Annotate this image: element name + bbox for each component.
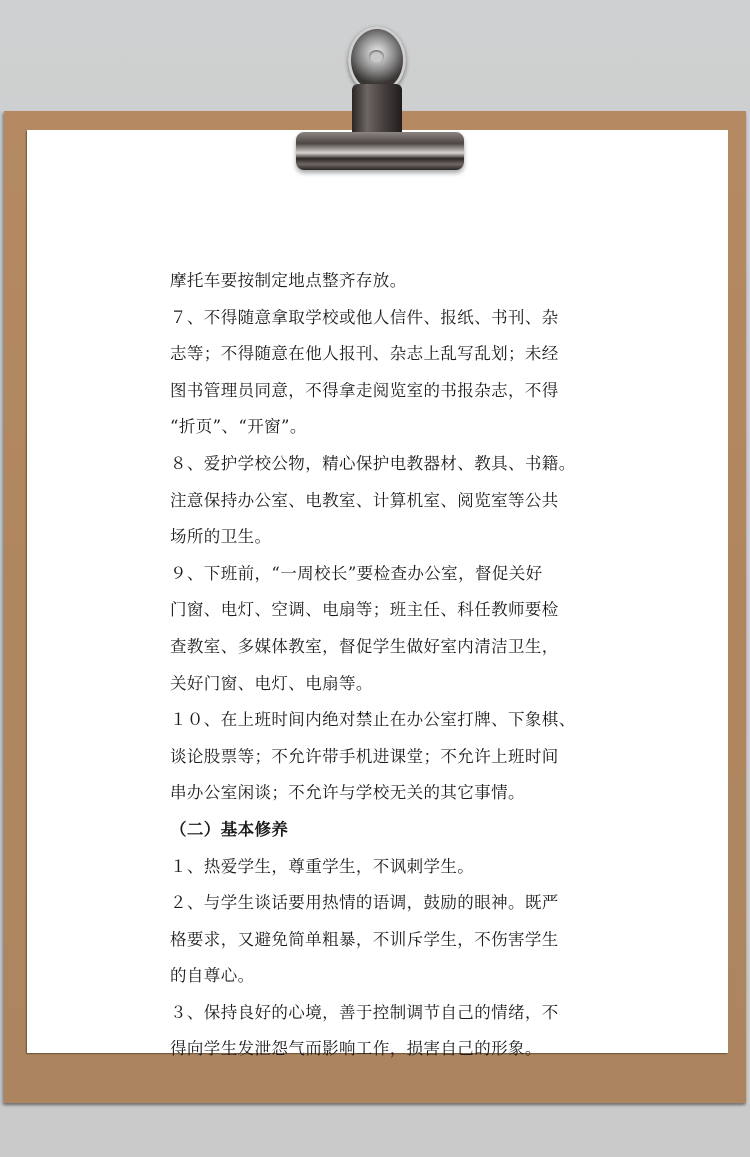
document-body bbox=[170, 263, 586, 1068]
text-line: 志等；不得随意在他人报刊、杂志上乱写乱划；未经 bbox=[170, 344, 559, 364]
text-line: 格要求，又避免简单粗暴，不训斥学生，不伤害学生 bbox=[170, 929, 559, 949]
text-line: １、热爱学生，尊重学生，不讽刺学生。 bbox=[170, 856, 475, 876]
text-line: 关好门窗、电灯、电扇等。 bbox=[170, 673, 373, 693]
text-line: 谈论股票等；不允许带手机进课堂；不允许上班时间 bbox=[170, 746, 559, 766]
binder-clip-icon bbox=[296, 26, 464, 170]
section-heading: （二）基本修养 bbox=[170, 819, 289, 839]
text-line: ９、下班前，“一周校长”要检查办公室，督促关好 bbox=[170, 563, 543, 583]
text-line: ７、不得随意拿取学校或他人信件、报纸、书刊、杂 bbox=[170, 307, 559, 327]
text-line: 串办公室闲谈；不允许与学校无关的其它事情。 bbox=[170, 783, 525, 803]
text-line: ２、与学生谈话要用热情的语调，鼓励的眼神。既严 bbox=[170, 893, 559, 913]
text-line: 的自尊心。 bbox=[170, 966, 255, 986]
text-line: 注意保持办公室、电教室、计算机室、阅览室等公共 bbox=[170, 490, 559, 510]
clip-base bbox=[296, 132, 464, 170]
text-line: 得向学生发泄怨气而影响工作，损害自己的形象。 bbox=[170, 1039, 542, 1059]
clip-hole bbox=[369, 50, 384, 63]
text-line: ８、爱护学校公物，精心保护电教器材、教具、书籍。 bbox=[170, 453, 576, 473]
text-line: 摩托车要按制定地点整齐存放。 bbox=[170, 271, 407, 290]
text-line: 图书管理员同意，不得拿走阅览室的书报杂志，不得 bbox=[170, 380, 559, 400]
text-line: 查教室、多媒体教室，督促学生做好室内清洁卫生， bbox=[170, 636, 559, 656]
text-line: 门窗、电灯、空调、电扇等；班主任、科任教师要检 bbox=[170, 600, 559, 620]
text-line: ３、保持良好的心境，善于控制调节自己的情绪，不 bbox=[170, 1002, 559, 1022]
text-line: “折页”、“开窗”。 bbox=[170, 417, 307, 437]
text-line: 场所的卫生。 bbox=[170, 527, 272, 547]
text-line: １０、在上班时间内绝对禁止在办公室打牌、下象棋、 bbox=[170, 710, 576, 730]
